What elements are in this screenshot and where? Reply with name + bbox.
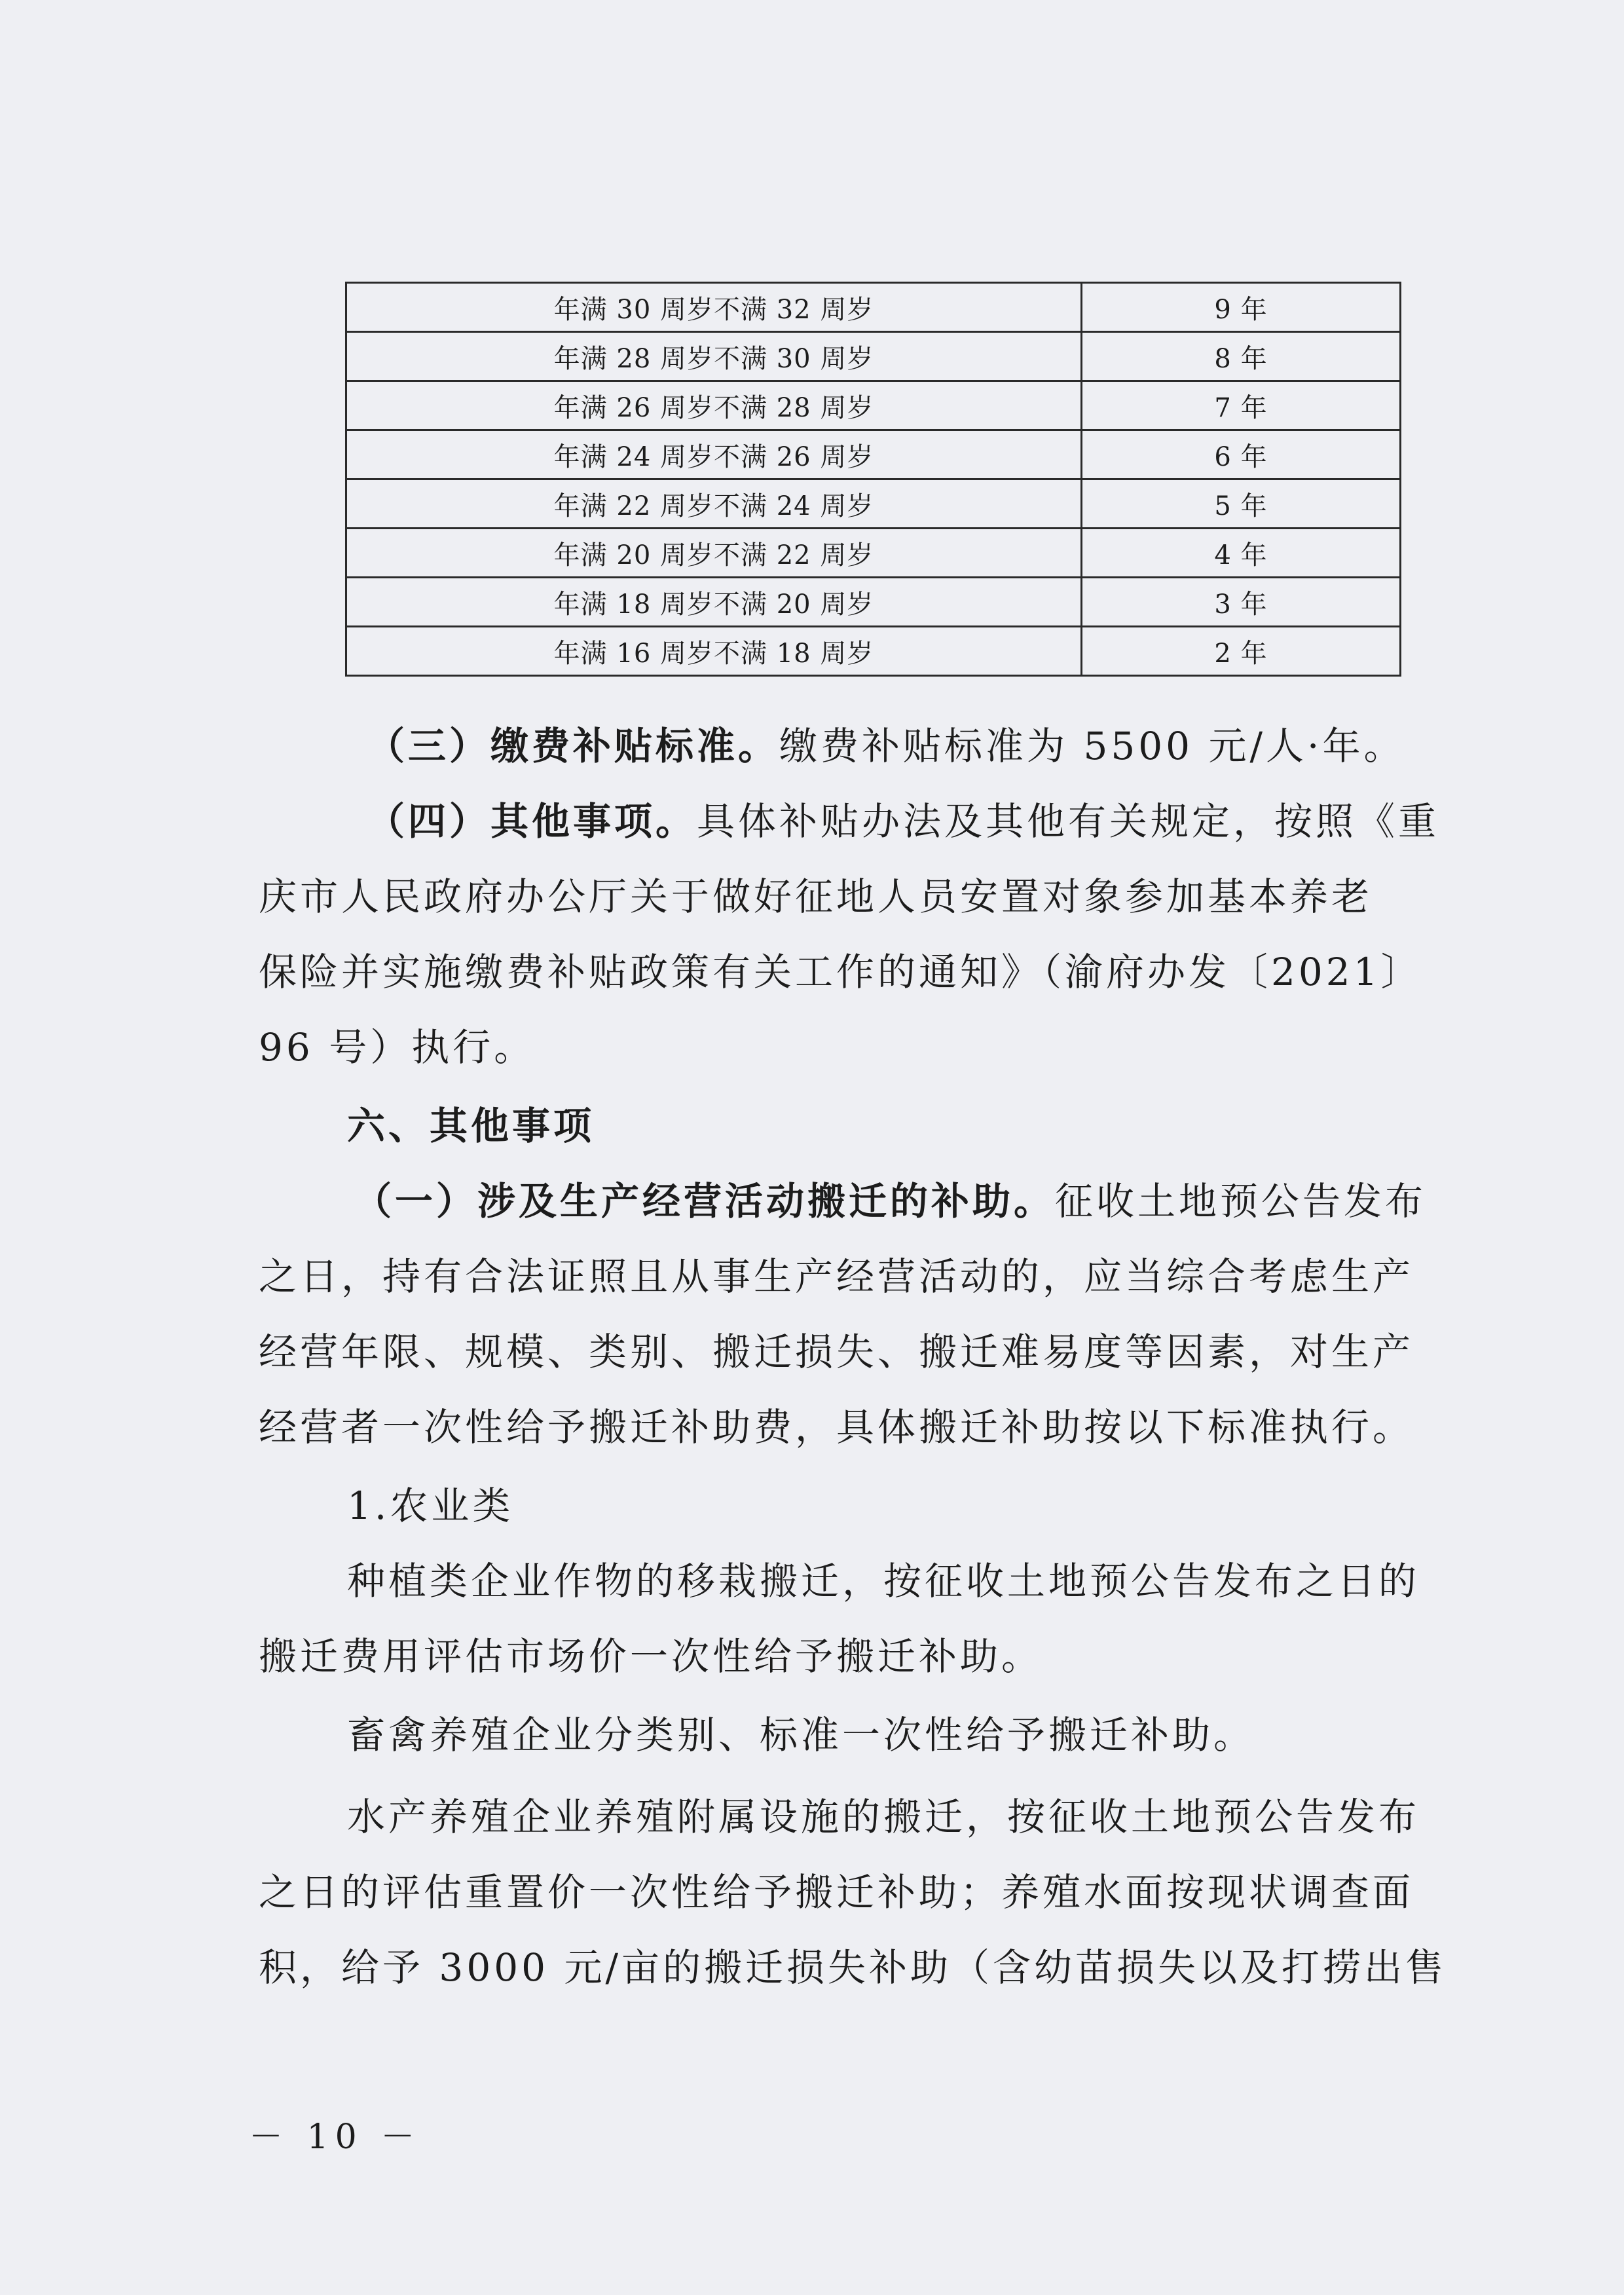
- table-row: [346, 430, 1401, 479]
- years-cell: 9 年: [1082, 283, 1401, 332]
- age-range-cell: 年满 30 周岁不满 32 周岁: [346, 283, 1082, 332]
- age-years-table: [345, 282, 1401, 677]
- years-cell: 4 年: [1082, 529, 1401, 578]
- table-row: [346, 479, 1401, 529]
- table-row: [346, 283, 1401, 332]
- table-row: [346, 332, 1401, 381]
- aquaculture-line-1: 水产养殖企业养殖附属设施的搬迁，按征收土地预公告发布: [347, 1795, 1420, 1839]
- agriculture-title: 1.农业类: [347, 1483, 514, 1528]
- age-range-cell: 年满 24 周岁不满 26 周岁: [346, 430, 1082, 479]
- age-range-cell: 年满 26 周岁不满 28 周岁: [346, 381, 1082, 430]
- age-range-cell: 年满 16 周岁不满 18 周岁: [346, 627, 1082, 676]
- other-items-4-line-1: （四）其他事项。具体补贴办法及其他有关规定，按照《重: [367, 799, 1440, 844]
- years-cell: 7 年: [1082, 381, 1401, 430]
- relocation-line-2: 之日，持有合法证照且从事生产经营活动的，应当综合考虑生产: [259, 1254, 1414, 1299]
- table-row: [346, 529, 1401, 578]
- years-cell: 6 年: [1082, 430, 1401, 479]
- fee-standard-paragraph: [367, 724, 1572, 768]
- table-row: [346, 578, 1401, 627]
- table-row: [346, 627, 1401, 676]
- other-items-4-line-3: 保险并实施缴费补贴政策有关工作的通知》（渝府办发〔2021〕: [259, 950, 1422, 994]
- aquaculture-line-3: 积，给予 3000 元/亩的搬迁损失补助（含幼苗损失以及打捞出售: [259, 1945, 1447, 1990]
- livestock-line: 畜禽养殖企业分类别、标准一次性给予搬迁补助。: [347, 1713, 1255, 1757]
- years-cell: 2 年: [1082, 627, 1401, 676]
- fee-standard-text: 缴费补贴标准为 5500 元/人·年。: [779, 724, 1405, 768]
- other-items-4-line-4: 96 号）执行。: [259, 1025, 536, 1070]
- age-range-cell: 年满 18 周岁不满 20 周岁: [346, 578, 1082, 627]
- chapter-6-title: 六、其他事项: [347, 1104, 595, 1148]
- other-items-4-line-2: 庆市人民政府办公厅关于做好征地人员安置对象参加基本养老: [259, 874, 1373, 919]
- years-cell: 3 年: [1082, 578, 1401, 627]
- other-items-4-heading: （四）其他事项。: [367, 799, 697, 844]
- age-range-cell: 年满 22 周岁不满 24 周岁: [346, 479, 1082, 529]
- relocation-line-1: （一）涉及生产经营活动搬迁的补助。征收土地预公告发布: [354, 1179, 1427, 1223]
- planting-line-1: 种植类企业作物的移栽搬迁，按征收土地预公告发布之日的: [347, 1559, 1420, 1603]
- years-cell: 5 年: [1082, 479, 1401, 529]
- aquaculture-line-2: 之日的评估重置价一次性给予搬迁补助；养殖水面按现状调查面: [259, 1870, 1414, 1914]
- planting-line-2: 搬迁费用评估市场价一次性给予搬迁补助。: [259, 1634, 1043, 1679]
- fee-standard-heading: （三）缴费补贴标准。: [367, 724, 780, 768]
- age-range-cell: 年满 28 周岁不满 30 周岁: [346, 332, 1082, 381]
- table-row: [346, 381, 1401, 430]
- years-cell: 8 年: [1082, 332, 1401, 381]
- relocation-heading: （一）涉及生产经营活动搬迁的补助。: [354, 1179, 1056, 1223]
- age-range-cell: 年满 20 周岁不满 22 周岁: [346, 529, 1082, 578]
- page-number: － 10 －: [249, 2118, 422, 2157]
- relocation-line-3: 经营年限、规模、类别、搬迁损失、搬迁难易度等因素，对生产: [259, 1330, 1414, 1374]
- relocation-line-4: 经营者一次性给予搬迁补助费，具体搬迁补助按以下标准执行。: [259, 1405, 1414, 1449]
